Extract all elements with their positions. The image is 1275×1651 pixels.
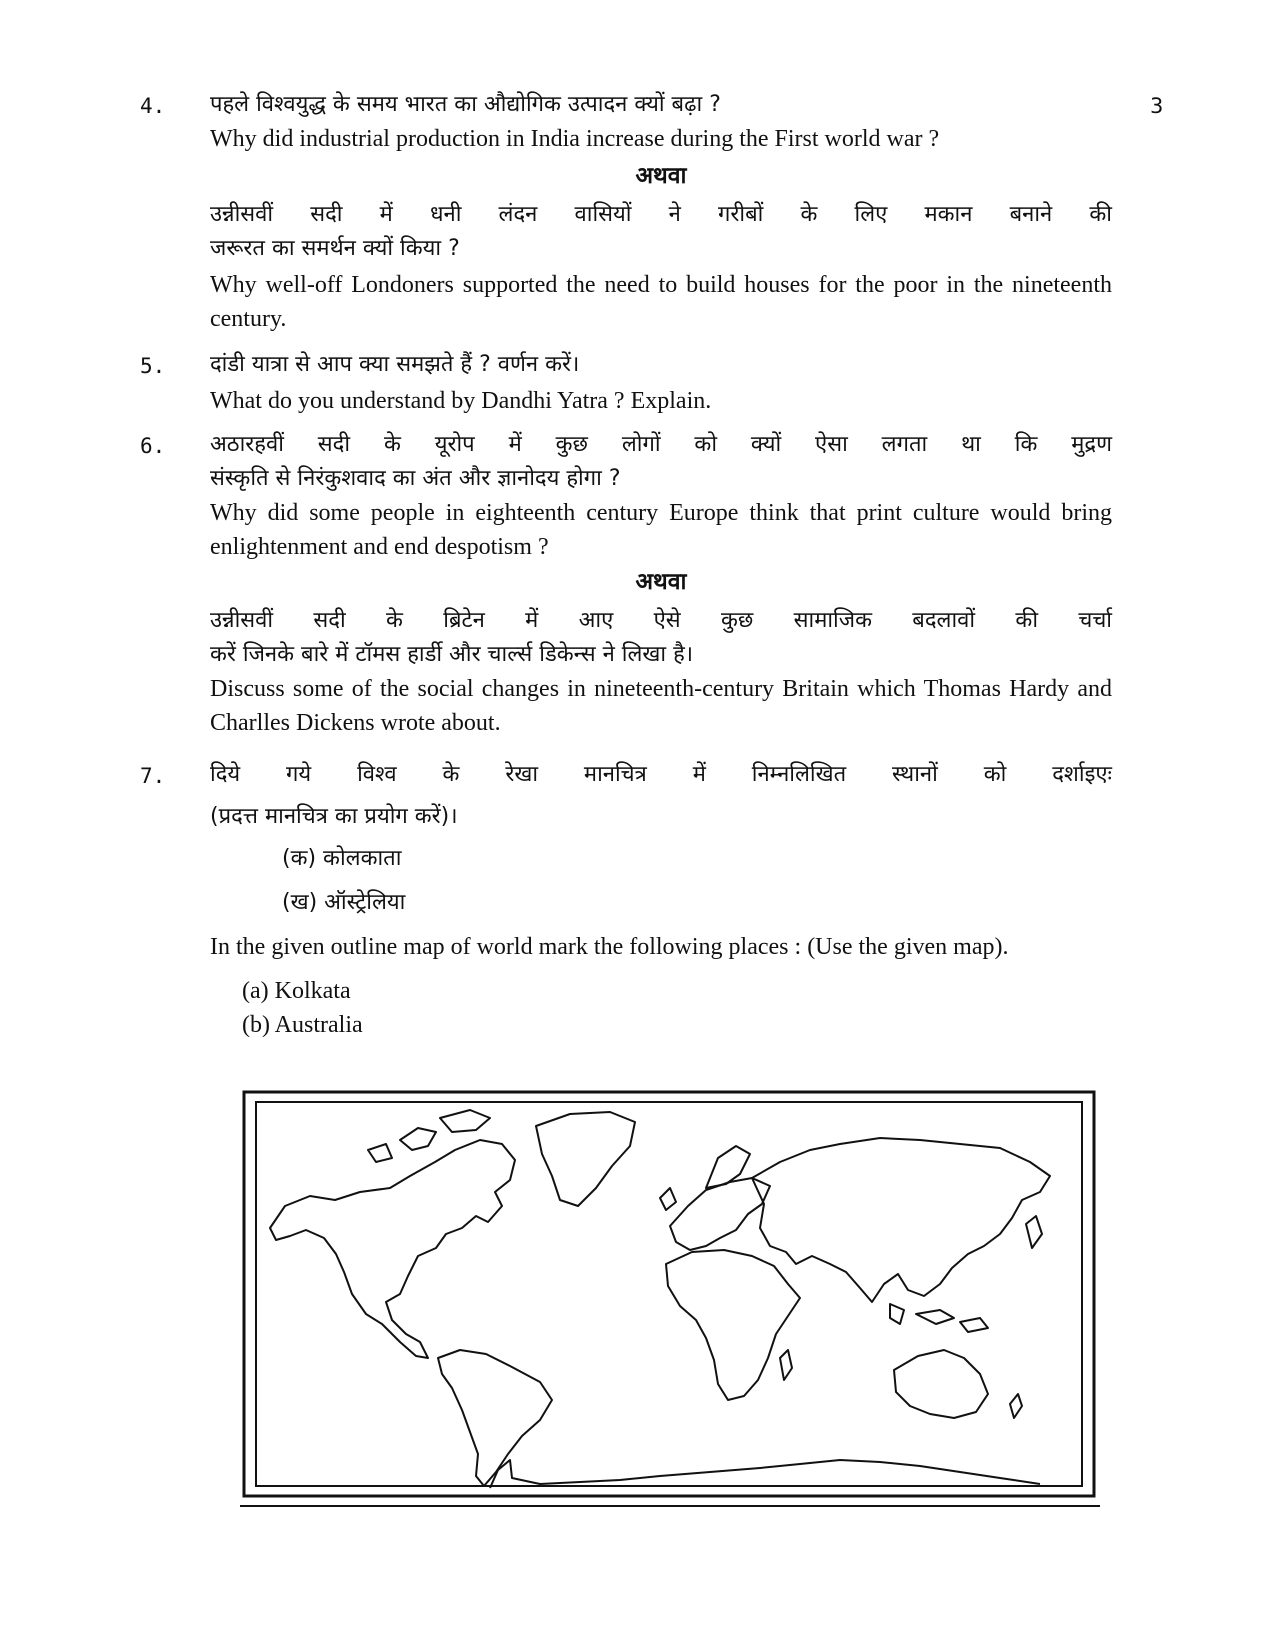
north-america-outline xyxy=(270,1140,515,1358)
alt-question-english: Why well-off Londoners supported the need to build houses for the poor in the nineteenth century. xyxy=(210,272,1112,332)
page-number: 3 xyxy=(1150,94,1164,118)
scandinavia-outline xyxy=(706,1146,750,1188)
question-hindi: दांडी यात्रा से आप क्या समझते हैं ? वर्णन करें। xyxy=(210,352,580,377)
question-hindi-line2: (प्रदत्त मानचित्र का प्रयोग करें)। xyxy=(210,804,458,829)
hindi-item-b: (ख) ऑस्ट्रेलिया xyxy=(282,890,406,915)
japan-outline xyxy=(1026,1216,1042,1248)
africa-outline xyxy=(666,1250,800,1400)
south-america-outline xyxy=(438,1350,552,1486)
question-hindi: पहले विश्वयुद्ध के समय भारत का औद्योगिक उत्पादन क्यों बढ़ा ? xyxy=(210,92,721,117)
continents xyxy=(270,1110,1050,1488)
map-inner-frame xyxy=(256,1102,1082,1486)
question-hindi-line2: संस्कृति से निरंकुशवाद का अंत और ज्ञानोदय होगा ? xyxy=(210,466,621,491)
english-item-b: (b) Australia xyxy=(242,1012,363,1038)
alt-question-hindi-line2: जरूरत का समर्थन क्यों किया ? xyxy=(210,236,460,261)
alt-question-english: Discuss some of the social changes in nineteenth-century Britain which Thomas Hardy and Charlles Dickens wrote about. xyxy=(210,676,1112,736)
antarctica-outline xyxy=(490,1460,1040,1488)
question-english: Why did industrial production in India increase during the First world war ? xyxy=(210,126,940,152)
europe-outline xyxy=(670,1178,770,1250)
world-map-drawing xyxy=(240,1088,1100,1508)
australia-outline xyxy=(894,1350,988,1418)
map-outer-frame xyxy=(244,1092,1094,1496)
hindi-item-a: (क) कोलकाता xyxy=(282,846,402,871)
asia-outline xyxy=(752,1138,1050,1302)
madagascar-outline xyxy=(780,1350,792,1380)
question-english: In the given outline map of world mark the following places : (Use the given map). xyxy=(210,934,1009,960)
english-item-a: (a) Kolkata xyxy=(242,978,351,1004)
question-number: 6. xyxy=(140,434,166,458)
british-isles-outline xyxy=(660,1188,676,1210)
new-zealand-outline xyxy=(1010,1394,1022,1418)
question-hindi-line1: अठारहवीं सदी के यूरोप में कुछ लोगों को क्यों ऐसा लगता था कि मुद्रण xyxy=(210,432,1112,457)
arctic-islands-outline xyxy=(368,1110,490,1162)
world-outline-map xyxy=(240,1088,1100,1508)
alt-question-hindi-line1: उन्नीसवीं सदी में धनी लंदन वासियों ने गरीबों के लिए मकान बनाने की xyxy=(210,202,1112,227)
southeast-asia-islands-outline xyxy=(890,1304,988,1332)
question-english: What do you understand by Dandhi Yatra ? Explain. xyxy=(210,388,712,414)
or-label: अथवा xyxy=(635,163,687,189)
or-label: अथवा xyxy=(635,569,687,595)
question-number: 5. xyxy=(140,354,166,378)
question-number: 4. xyxy=(140,94,166,118)
alt-question-hindi-line2: करें जिनके बारे में टॉमस हार्डी और चार्ल्स डिकेन्स ने लिखा है। xyxy=(210,642,694,667)
greenland-outline xyxy=(536,1112,635,1206)
question-hindi-line1: दिये गये विश्व के रेखा मानचित्र में निम्नलिखित स्थानों को दर्शाइएः xyxy=(210,762,1112,787)
question-english: Why did some people in eighteenth century Europe think that print culture would bring enlightenment and end despotism ? xyxy=(210,500,1112,560)
alt-question-hindi-line1: उन्नीसवीं सदी के ब्रिटेन में आए ऐसे कुछ सामाजिक बदलावों की चर्चा xyxy=(210,608,1112,633)
question-number: 7. xyxy=(140,764,166,788)
